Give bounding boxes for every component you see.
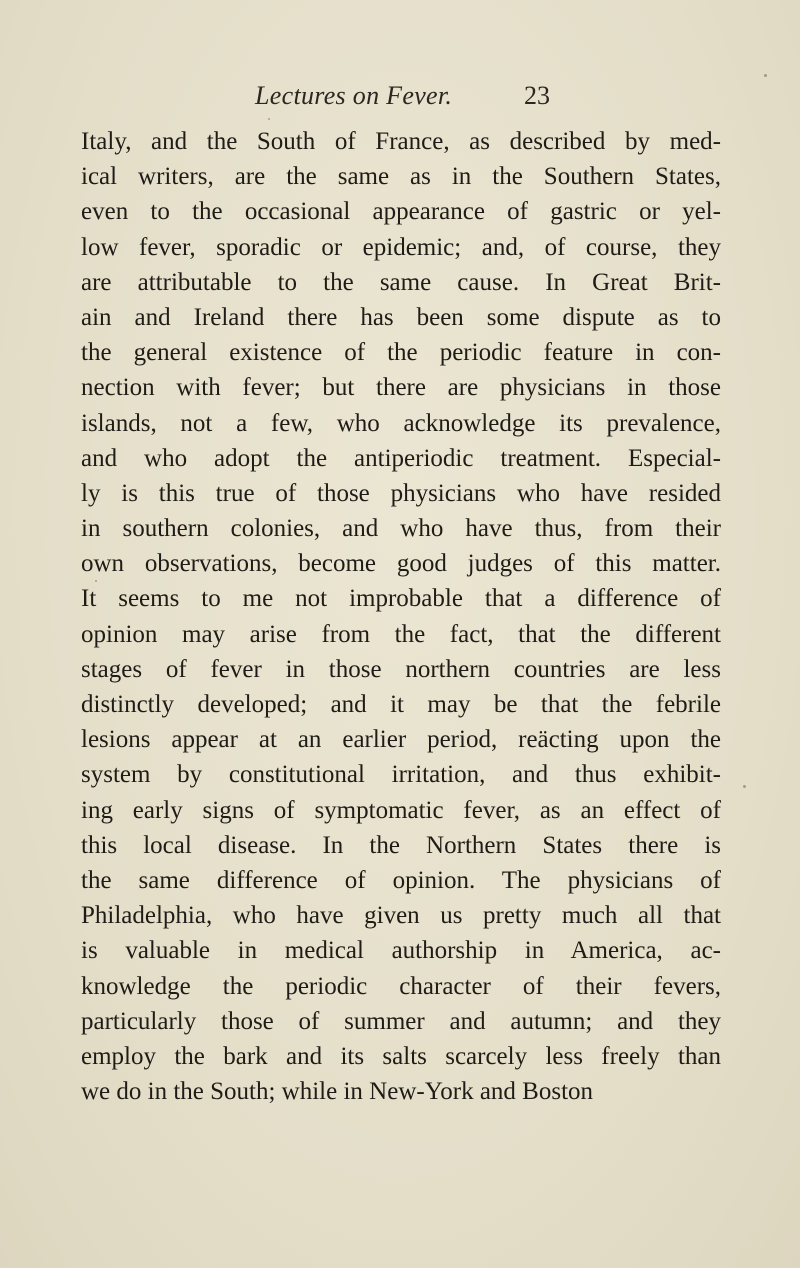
- running-title: Lectures on Fever.: [255, 81, 453, 110]
- text-line: particularly those of summer and autumn; and they: [81, 1007, 721, 1035]
- text-line: It seems to me not improbable that a difference of: [81, 585, 721, 613]
- text-line: the same difference of opinion. The physicians of: [81, 866, 721, 894]
- text-line: system by constitutional irritation, and thus exhibit-: [81, 761, 721, 789]
- text-line: low fever, sporadic or epidemic; and, of course, they: [81, 233, 721, 261]
- text-line: knowledge the periodic character of their fevers,: [81, 972, 721, 1000]
- text-line: we do in the South; while in New-York and Boston: [81, 1078, 594, 1106]
- text-line: is valuable in medical authorship in America, ac-: [81, 937, 721, 965]
- page-number: 23: [524, 81, 550, 110]
- text-line: are attributable to the same cause. In Great Brit-: [81, 268, 721, 296]
- text-line: ing early signs of symptomatic fever, as an effect of: [81, 796, 721, 824]
- text-line: Italy, and the South of France, as described by med-: [81, 128, 721, 155]
- text-line: lesions appear at an earlier period, reäcting upon the: [81, 726, 721, 754]
- text-line: ly is this true of those physicians who have resided: [81, 479, 721, 507]
- text-line: in southern colonies, and who have thus, from their: [81, 515, 721, 543]
- text-line: and who adopt the antiperiodic treatment. Especial-: [81, 444, 721, 472]
- paper-speck: [743, 785, 746, 788]
- text-line: stages of fever in those northern countries are less: [81, 655, 721, 683]
- running-head: [0, 78, 800, 114]
- text-line: employ the bark and its salts scarcely less freely than: [81, 1042, 721, 1070]
- paper-speck: [268, 118, 270, 120]
- text-line: own observations, become good judges of this matter.: [81, 550, 721, 578]
- text-line: this local disease. In the Northern States there is: [81, 831, 721, 859]
- text-line: opinion may arise from the fact, that the different: [81, 620, 721, 648]
- text-line: ain and Ireland there has been some dispute as to: [81, 303, 721, 331]
- body-paragraph: [81, 124, 721, 1109]
- text-line: Philadelphia, who have given us pretty much all that: [81, 902, 721, 930]
- text-line: nection with fever; but there are physicians in those: [81, 374, 721, 402]
- text-line: the general existence of the periodic feature in con-: [81, 339, 721, 367]
- paper-speck: [764, 74, 767, 77]
- text-line: islands, not a few, who acknowledge its prevalence,: [81, 409, 721, 437]
- paper-speck: [95, 580, 97, 582]
- text-line: distinctly developed; and it may be that the febrile: [81, 691, 721, 718]
- text-line: ical writers, are the same as in the Southern States,: [81, 163, 721, 191]
- text-line: even to the occasional appearance of gastric or yel-: [81, 198, 721, 226]
